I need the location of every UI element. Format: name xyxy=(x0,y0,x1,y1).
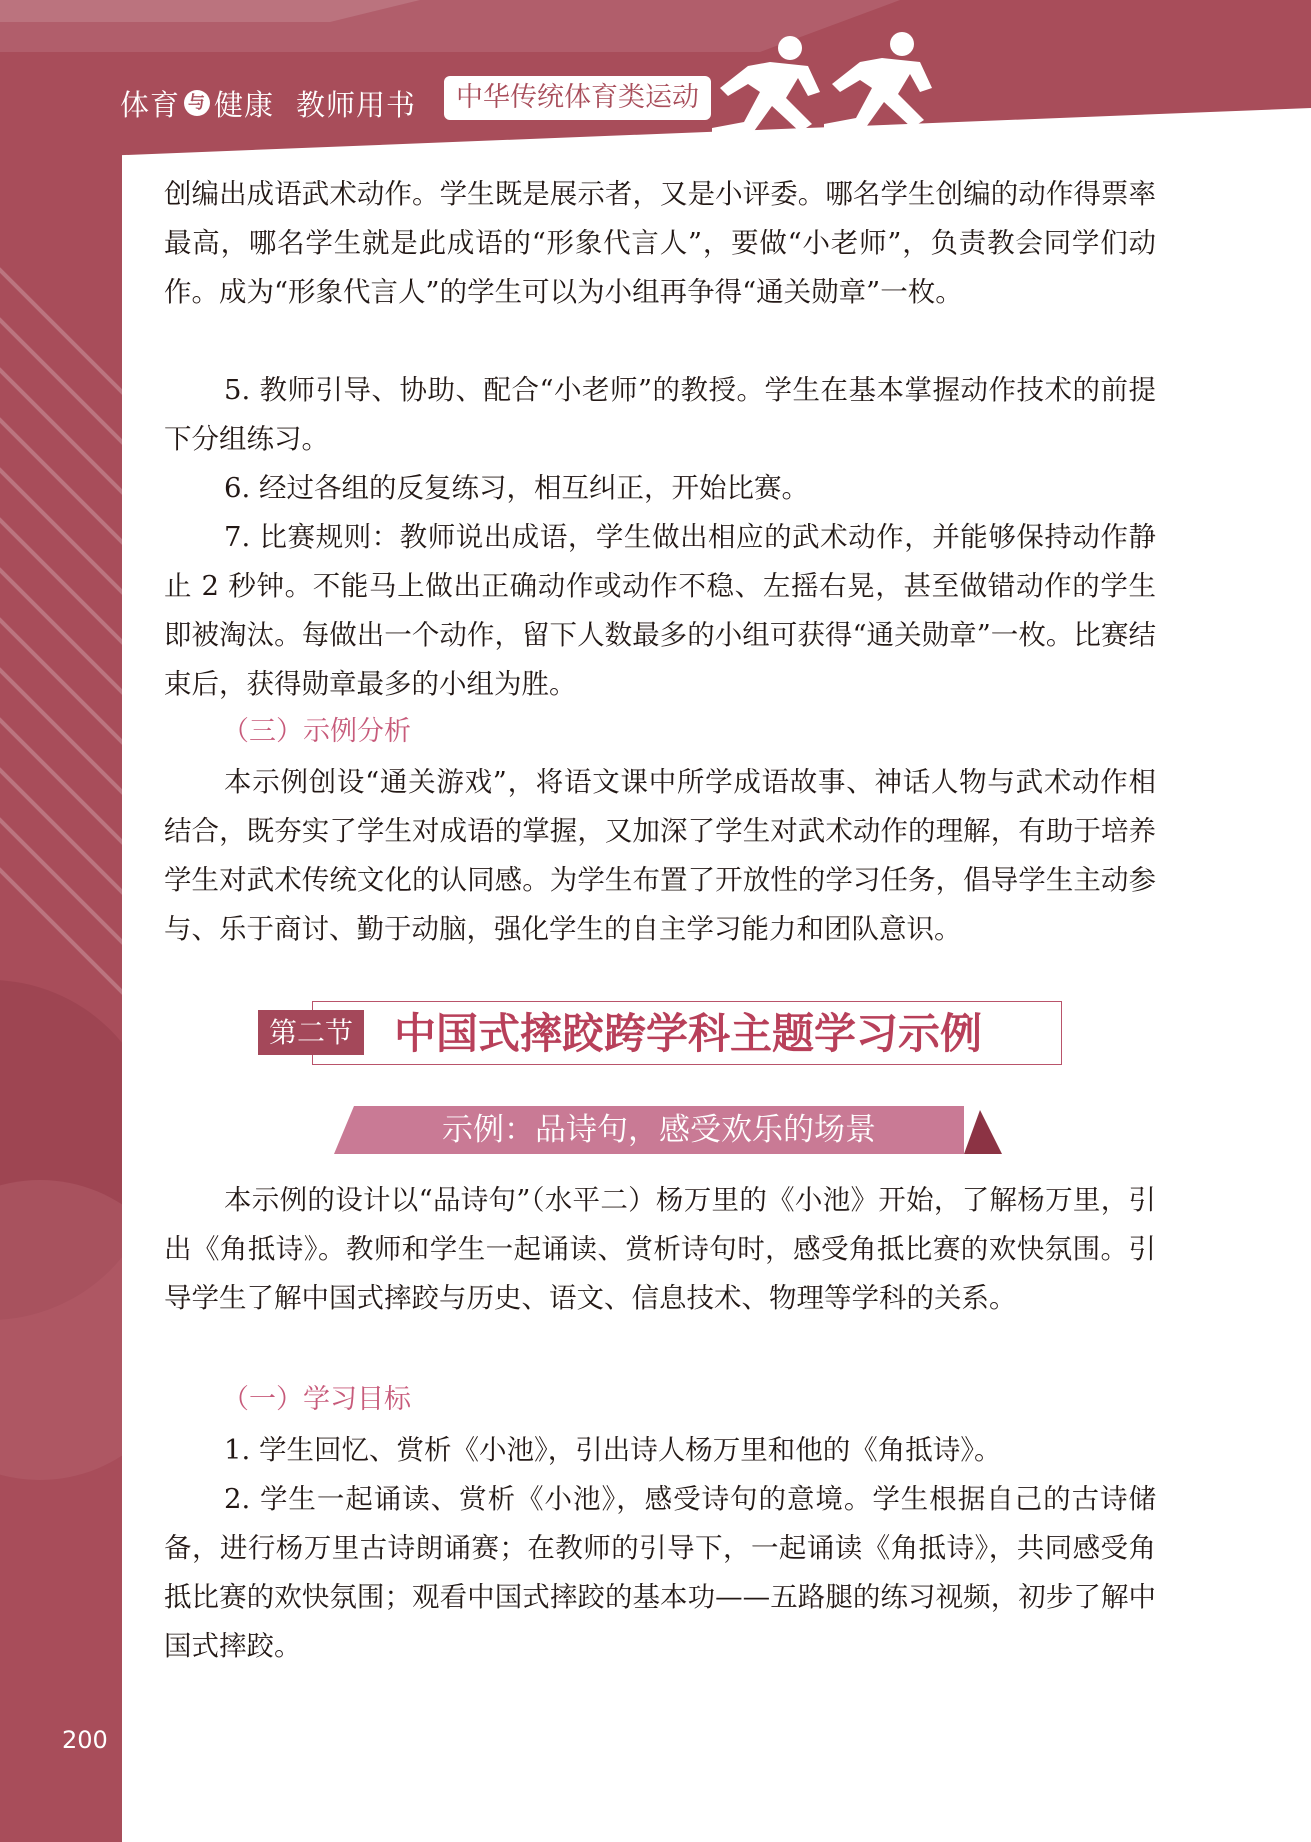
paragraph: 5. 教师引导、协助、配合“小老师”的教授。学生在基本掌握动作技术的前提下分组练习。 xyxy=(164,374,1156,455)
book-title-part1: 体育 xyxy=(120,87,181,122)
book-title-joiner: 与 xyxy=(184,90,210,116)
page-number: 200 xyxy=(62,1726,108,1754)
book-title-part2: 健康 xyxy=(214,87,275,122)
paragraph: 本示例创设“通关游戏”，将语文课中所学成语故事、神话人物与武术动作相结合，既夯实了学生对成语的掌握，又加深了学生对武术动作的理解，有助于培养学生对武术传统文化的认同感。为学生布置了开放性的学习任务，倡导学生主动参与、乐于商讨、勤于动脑，强化学生的自主学习能力和团队意识。 xyxy=(164,766,1156,945)
paragraph: 2. 学生一起诵读、赏析《小池》，感受诗句的意境。学生根据自己的古诗储备，进行杨万里古诗朗诵赛；在教师的引导下，一起诵读《角抵诗》，共同感受角抵比赛的欢快氛围；观看中国式摔跤的基本功——五路腿的练习视频，初步了解中国式摔跤。 xyxy=(164,1483,1156,1662)
paragraph: 6. 经过各组的反复练习，相互纠正，开始比赛。 xyxy=(224,472,809,504)
section-number: 第二节 xyxy=(258,1010,364,1055)
subheading: （一）学习目标 xyxy=(222,1384,411,1415)
paragraph: 创编出成语武术动作。学生既是展示者，又是小评委。哪名学生创编的动作得票率最高，哪名学生就是此成语的“形象代言人”，要做“小老师”，负责教会同学们动作。成为“形象代言人”的学生可以为小组再争得“通关勋章”一枚。 xyxy=(164,178,1156,308)
paragraph: 本示例的设计以“品诗句”（水平二）杨万里的《小池》开始，了解杨万里，引出《角抵诗》。教师和学生一起诵读、赏析诗句时，感受角抵比赛的欢快氛围。引导学生了解中国式摔跤与历史、语文、信息技术、物理等学科的关系。 xyxy=(164,1184,1156,1314)
section-title: 中国式摔跤跨学科主题学习示例 xyxy=(394,1009,983,1058)
subheading: （三）示例分析 xyxy=(222,716,411,747)
book-title-part3: 教师用书 xyxy=(296,87,417,122)
book-title xyxy=(120,78,416,128)
paragraph: 1. 学生回忆、赏析《小池》，引出诗人杨万里和他的《角抵诗》。 xyxy=(224,1434,1002,1466)
paragraph: 7. 比赛规则：教师说出成语，学生做出相应的武术动作，并能够保持动作静止 2 秒钟。不能马上做出正确动作或动作不稳、左摇右晃，甚至做错动作的学生即被淘汰。每做出一个动作，留下人数最多的小组可获得“通关勋章”一枚。比赛结束后，获得勋章最多的小组为胜。 xyxy=(164,521,1156,700)
example-title: 示例：品诗句，感受欢乐的场景 xyxy=(442,1112,876,1148)
chapter-tag: 中华传统体育类运动 xyxy=(444,76,711,120)
